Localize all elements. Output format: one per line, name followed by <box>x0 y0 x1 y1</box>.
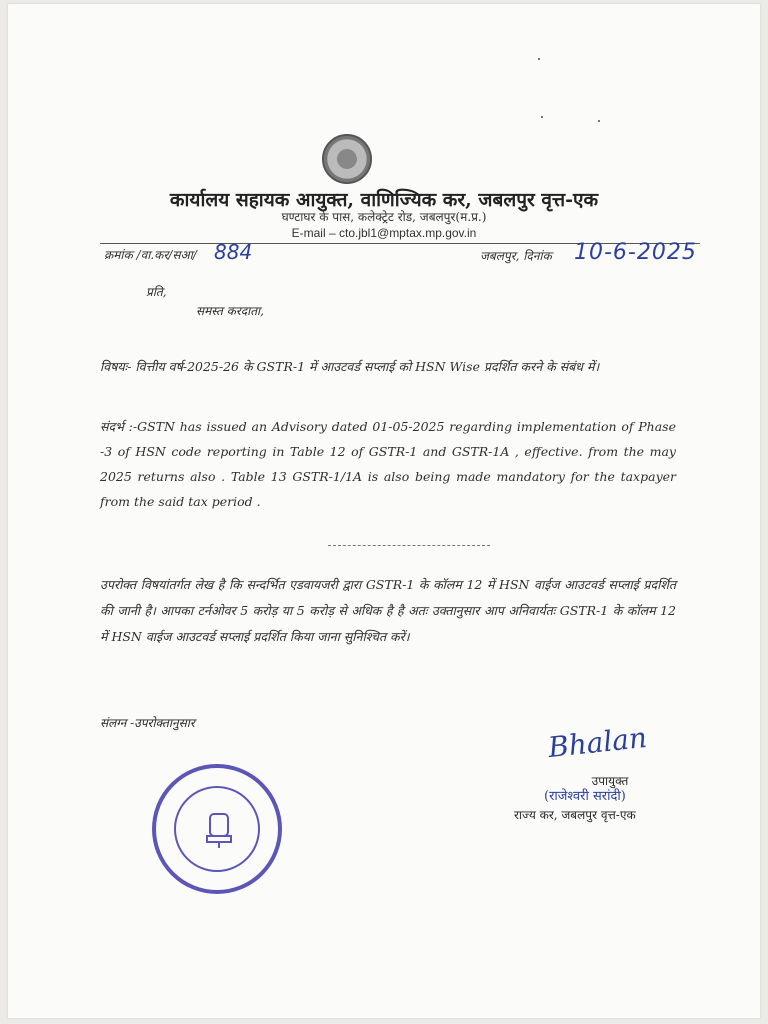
reference-paragraph: संदर्भ :-GSTN has issued an Advisory dated 01-05-2025 regarding implementation of Phase -3 of HSN code reporting in Table 12 of GSTR-1 and GSTR-1A , effective. from the may 2025 returns also . Table 13 GSTR-1/1A is also being made mandatory for the taxpayer from the said tax period . <box>100 419 676 509</box>
signature: Bhalan <box>546 720 649 765</box>
office-name: कार्यालय सहायक आयुक्त, वाणिज्यिक कर, जबलपुर वृत्त-एक <box>169 189 599 211</box>
addressee: समस्त करदाता, <box>196 304 264 318</box>
date-label: जबलपुर, दिनांक <box>480 249 552 263</box>
section-divider <box>328 545 490 546</box>
paper-speck <box>598 120 600 122</box>
reference-number-label: क्रमांक /वा.कर/सआ/ <box>104 248 197 262</box>
body-paragraph: उपरोक्त विषयांतर्गत लेख है कि सन्दर्भित एडवायजरी द्वारा GSTR-1 के कॉलम 12 में HSN वाईज आउटवर्ड सप्लाई प्रदर्शित की जानी है। आपका टर्नओवर 5 करोड़ या 5 करोड़ से अधिक है है अतः उक्तानुसार आप अनिवार्यतः GSTR-1 के कॉलम 12 में HSN वाईज आउटवर्ड सप्लाई प्रदर्शित किया जाना सुनिश्चित करें। <box>100 577 676 644</box>
enclosure-note: संलग्न -उपरोक्तानुसार <box>100 716 195 730</box>
office-address: घण्टाघर के पास, कलेक्ट्रेट रोड, जबलपुर(म.प्र.) <box>281 210 487 224</box>
seal-inner-ring <box>174 786 260 872</box>
signatory-name: (राजेश्वरी सरांदी) <box>544 789 626 804</box>
government-emblem-icon <box>322 134 372 184</box>
to-label: प्रति, <box>146 285 167 299</box>
letter-date: 10-6-2025 <box>574 240 697 265</box>
paper-speck <box>541 116 543 118</box>
paper-speck <box>538 58 540 60</box>
office-email: E-mail – cto.jbl1@mptax.mp.gov.in <box>291 226 477 240</box>
ashoka-emblem-icon <box>204 810 234 850</box>
signatory-department: राज्य कर, जबलपुर वृत्त-एक <box>514 808 636 822</box>
subject-paragraph: विषयः- वित्तीय वर्ष-2025-26 के GSTR-1 में आउटवर्ड सप्लाई को HSN Wise प्रदर्शित करने के संबंध में। <box>100 359 600 374</box>
office-seal-stamp <box>152 764 282 894</box>
reference-number: 884 <box>214 240 253 264</box>
signatory-designation: उपायुक्त <box>591 774 629 788</box>
